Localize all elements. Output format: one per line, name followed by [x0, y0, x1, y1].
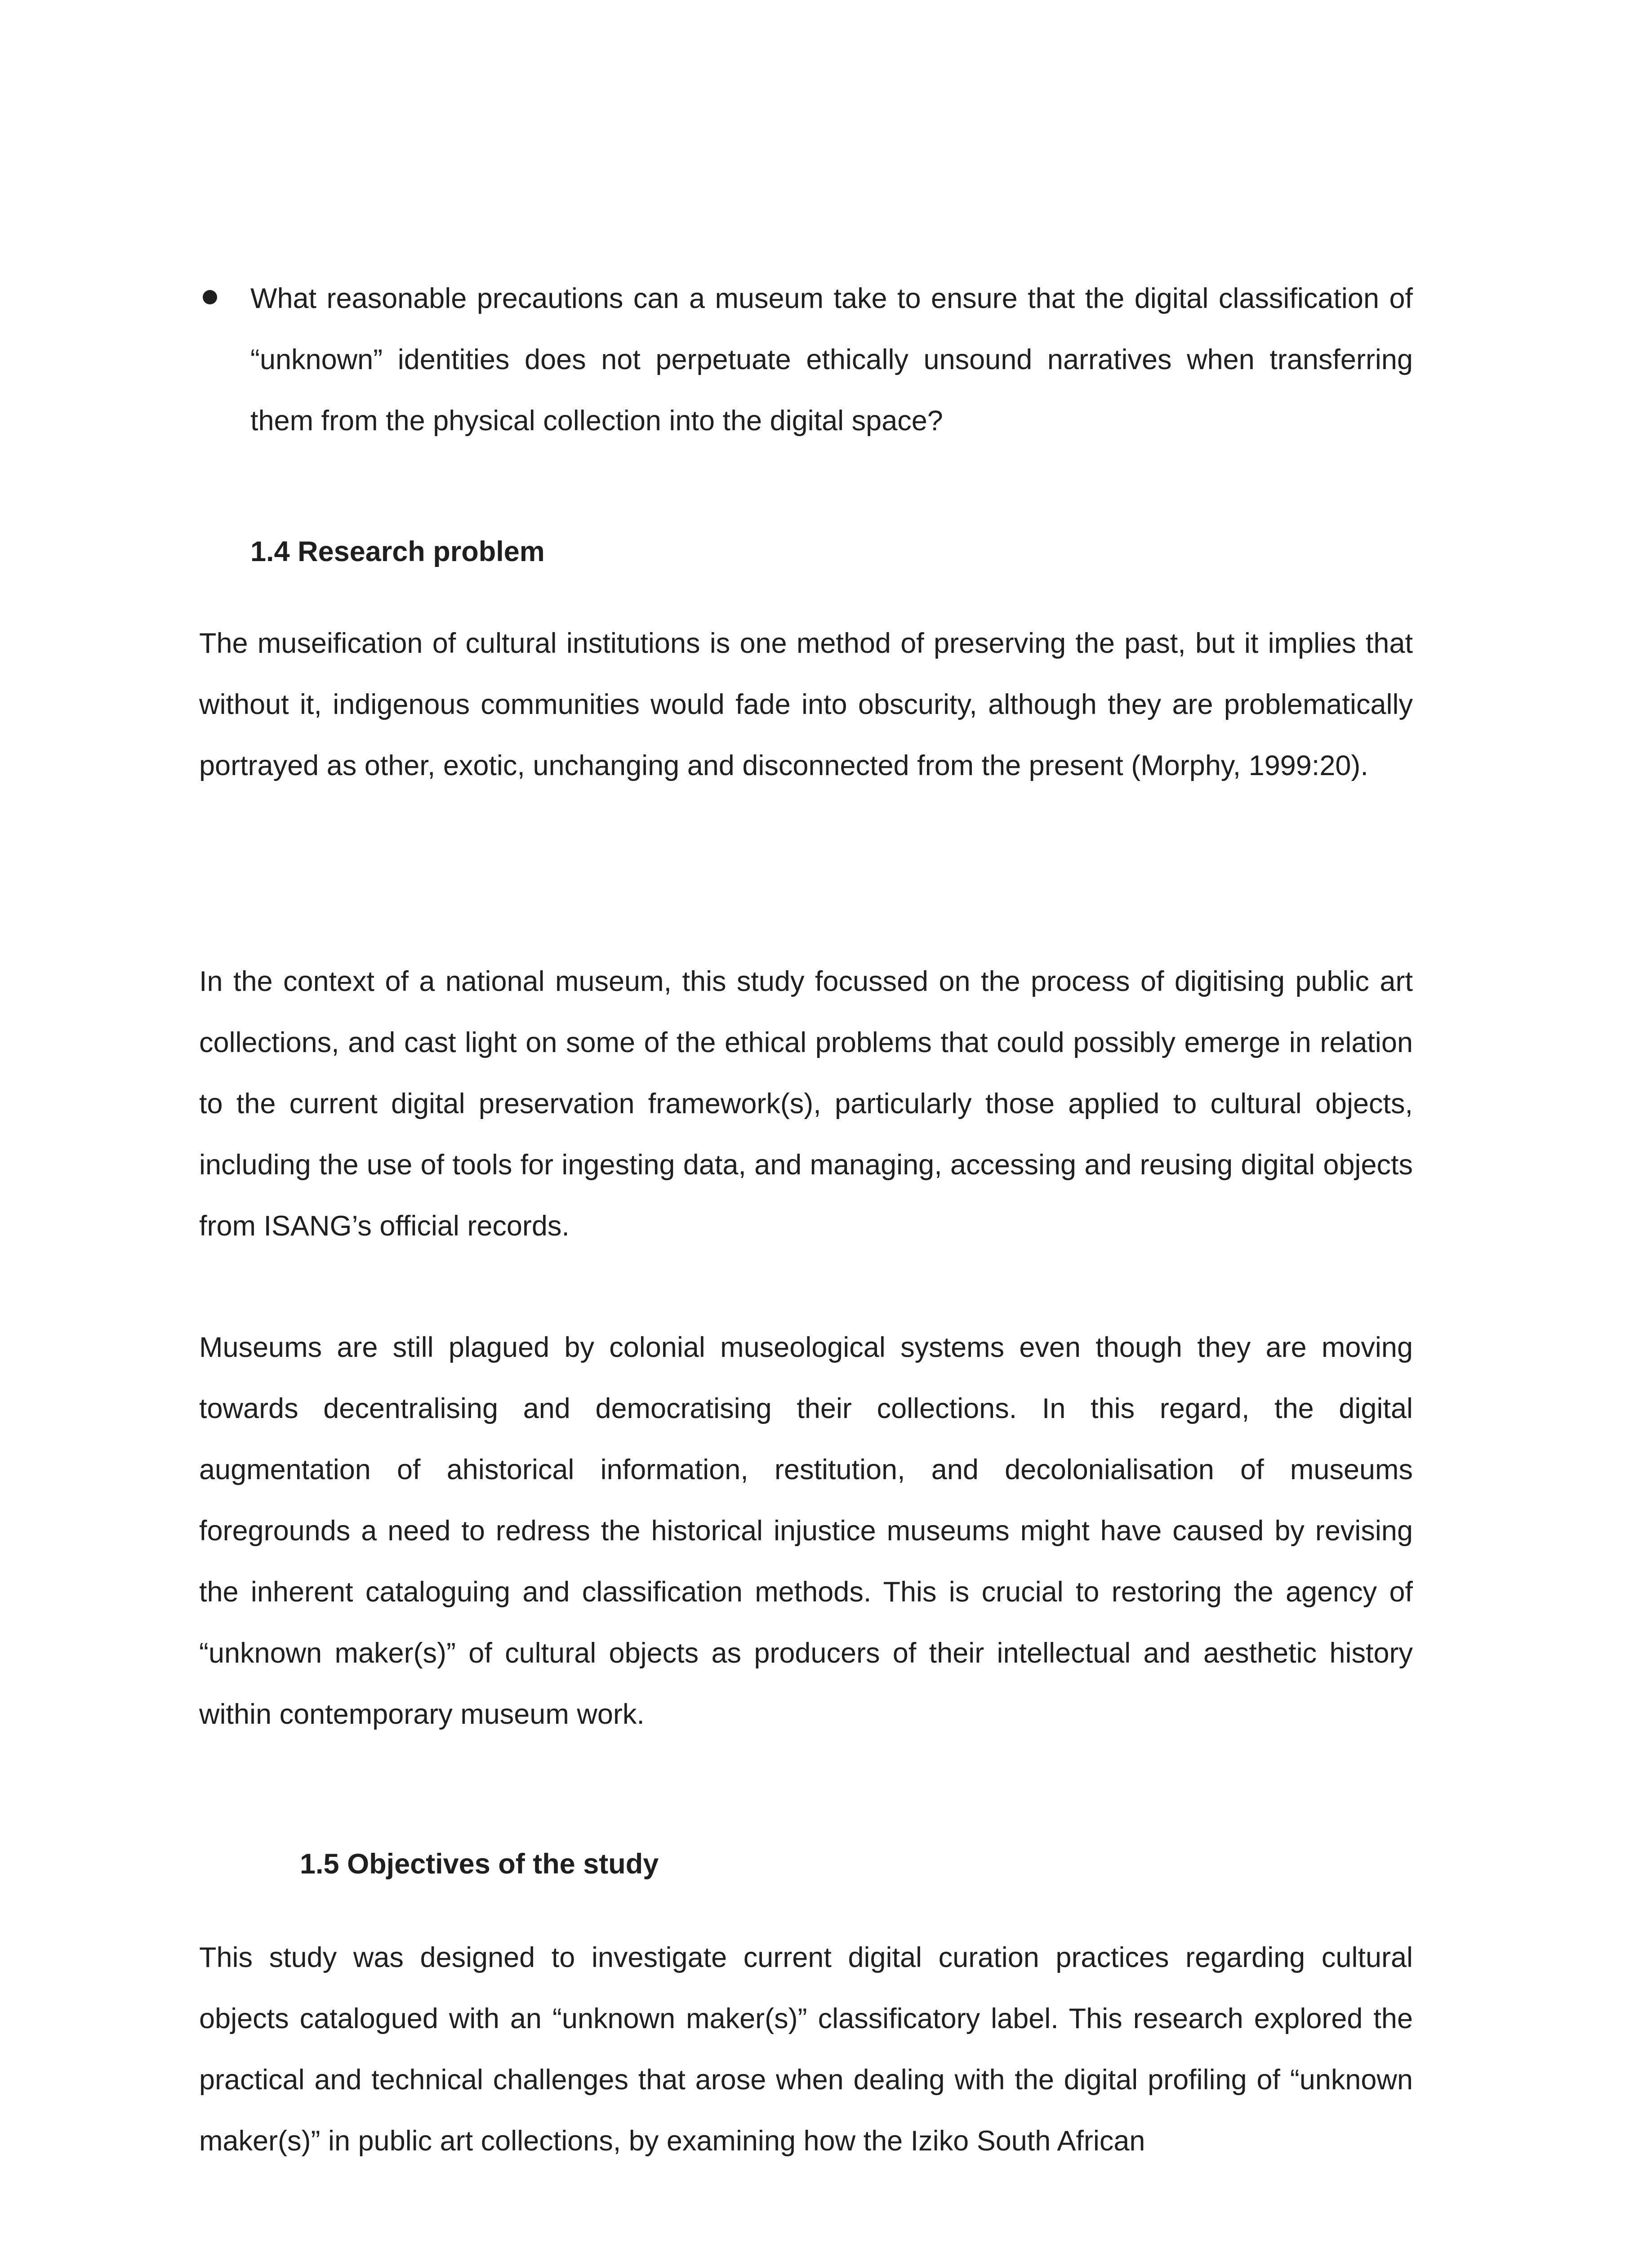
- paragraph: Museums are still plagued by colonial museological systems even though they are moving towards decentralising and democratising their collections. In this regard, the digital augmentation of ahistorical information, restitution, and decolonialisation of museums foregrounds a need to redress the historical injustice museums might have caused by revising the inherent cataloguing and classification methods. This is crucial to restoring the agency of “unknown maker(s)” of cultural objects as producers of their intellectual and aesthetic history within contemporary museum work.: [199, 1332, 1413, 1730]
- research-question-bullet: [199, 268, 1413, 451]
- paragraph: The museification of cultural institutions is one method of preserving the past, but it implies that without it, indigenous communities would fade into obscurity, although they are problematically portrayed as other, exotic, unchanging and disconnected from the present (Morphy, 1999:20).: [199, 628, 1413, 781]
- paragraph: In the context of a national museum, this study focussed on the process of digitising public art collections, and cast light on some of the ethical problems that could possibly emerge in relation to the current digital preservation framework(s), particularly those applied to cultural objects, including the use of tools for ingesting data, and managing, accessing and reusing digital objects from ISANG’s official records.: [199, 966, 1413, 1242]
- section-heading-research-problem: 1.4 Research problem: [250, 536, 545, 567]
- bullet-icon: [203, 290, 217, 304]
- bullet-text: What reasonable precautions can a museum take to ensure that the digital classification of “unknown” identities does not perpetuate ethically unsound narratives when transferring them from the physical collection into the digital space?: [250, 283, 1413, 437]
- section-heading-objectives: 1.5 Objectives of the study: [300, 1848, 659, 1880]
- paragraph: This study was designed to investigate current digital curation practices regarding cultural objects catalogued with an “unknown maker(s)” classificatory label. This research explored the practical and technical challenges that arose when dealing with the digital profiling of “unknown maker(s)” in public art collections, by examining how the Iziko South African: [199, 1942, 1413, 2157]
